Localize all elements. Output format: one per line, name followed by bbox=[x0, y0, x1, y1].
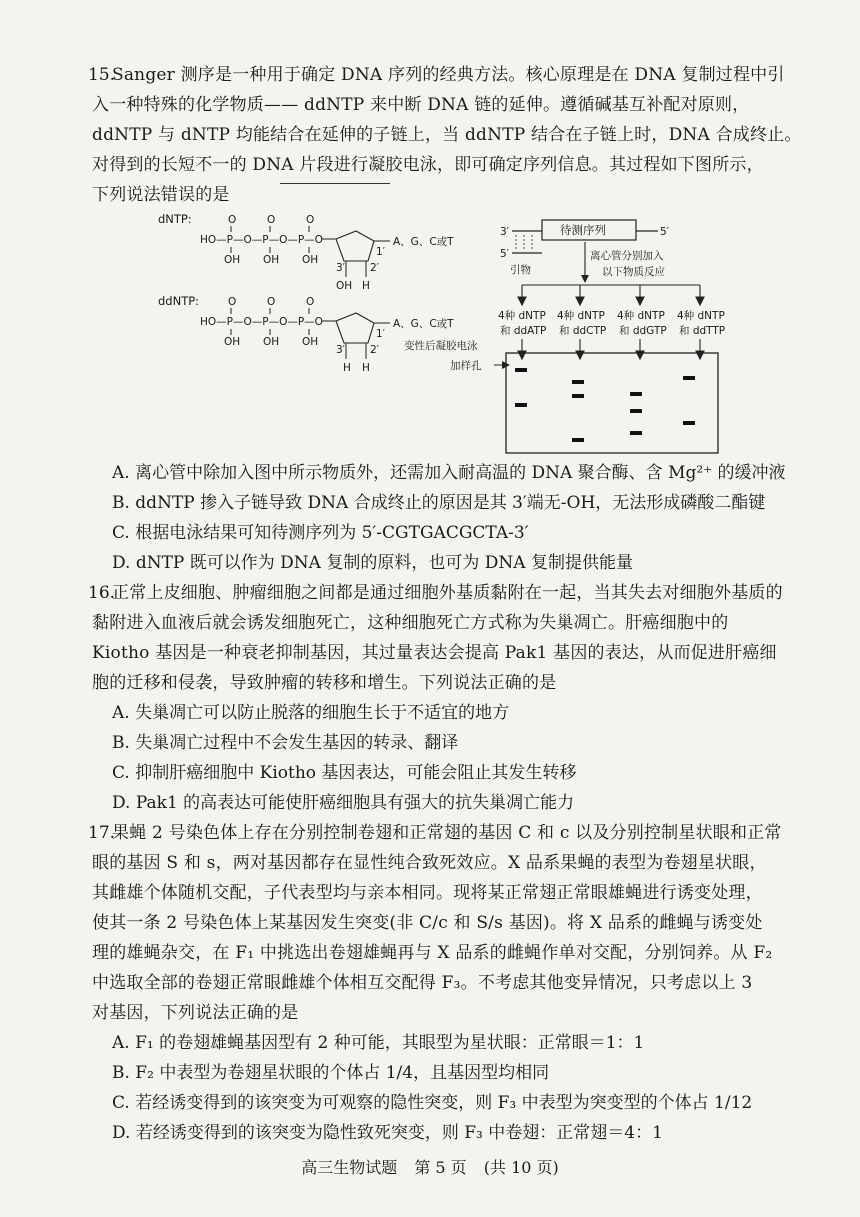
primer-label: 引物 bbox=[510, 264, 531, 276]
q16-option-d: D. Pak1 的高表达可能使肝癌细胞具有强大的抗失巢凋亡能力 bbox=[112, 793, 575, 813]
svg-text:O: O bbox=[306, 214, 315, 226]
svg-text:3′: 3′ bbox=[500, 226, 510, 238]
svg-text:离心管分别加入: 离心管分别加入 bbox=[590, 250, 664, 262]
svg-text:H: H bbox=[343, 362, 351, 374]
svg-text:A、G、C或T: A、G、C或T bbox=[393, 318, 454, 330]
q17-line-2: 眼的基因 S 和 s，两对基因都存在显性纯合致死效应。X 品系果蝇的表型为卷翅星状眼， bbox=[92, 853, 767, 873]
band bbox=[572, 438, 584, 442]
svg-text:4种 dNTP: 4种 dNTP bbox=[557, 310, 605, 322]
gel-box bbox=[506, 353, 718, 453]
q16-option-c: C. 抑制肝癌细胞中 Kiotho 基因表达，可能会阻止其发生转移 bbox=[112, 763, 577, 783]
svg-text:和 ddGTP: 和 ddGTP bbox=[619, 325, 667, 337]
q17-line-5: 理的雄蝇杂交，在 F₁ 中挑选出卷翅雄蝇再与 X 品系的雌蝇作单对交配，分别饲养。从 F₂ bbox=[92, 943, 773, 963]
q16-line-4: 胞的迁移和侵袭，导致肿瘤的转移和增生。下列说法正确的是 bbox=[92, 673, 557, 693]
dntp-structure bbox=[200, 214, 454, 292]
q16-line-3: Kiotho 基因是一种衰老抑制基因，其过量表达会提高 Pak1 基因的表达，从而促进肝癌细 bbox=[92, 643, 777, 663]
svg-text:O: O bbox=[228, 214, 237, 226]
svg-text:2′: 2′ bbox=[370, 262, 380, 274]
footer-page: 第 5 页 bbox=[414, 1158, 467, 1177]
svg-text:HO—P—O—P—O—P—O: HO—P—O—P—O—P—O bbox=[200, 316, 323, 328]
template-strand bbox=[500, 220, 670, 283]
svg-text:O: O bbox=[267, 296, 276, 308]
svg-text:5′: 5′ bbox=[660, 226, 670, 238]
q15-line-3: ddNTP 与 dNTP 均能结合在延伸的子链上，当 ddNTP 结合在子链上时，DNA 合成终止。 bbox=[92, 125, 802, 145]
svg-text:以下物质反应: 以下物质反应 bbox=[602, 266, 665, 278]
svg-text:4种 dNTP: 4种 dNTP bbox=[677, 310, 725, 322]
q17-line-6: 中选取全部的卷翅正常眼雌雄个体相互交配得 F₃。不考虑其他变异情况，只考虑以上 3 bbox=[92, 973, 753, 993]
q17-line-1: 果蝇 2 号染色体上存在分别控制卷翅和正常翅的基因 C 和 c 以及分别控制星状眼和正常 bbox=[112, 823, 782, 843]
svg-text:OH: OH bbox=[224, 336, 241, 348]
gel-label: 变性后凝胶电泳 bbox=[404, 340, 478, 352]
svg-text:4种 dNTP: 4种 dNTP bbox=[498, 310, 546, 322]
q15-line-4: 对得到的长短不一的 DNA 片段进行凝胶电泳，即可确定序列信息。其过程如下图所示， bbox=[92, 155, 764, 175]
svg-text:OH: OH bbox=[224, 254, 241, 266]
q15-option-d: D. dNTP 既可以作为 DNA 复制的原料，也可为 DNA 复制提供能量 bbox=[112, 553, 633, 573]
question-15-number: 15. bbox=[88, 65, 116, 85]
q16-option-b: B. 失巢凋亡过程中不会发生基因的转录、翻译 bbox=[112, 733, 459, 753]
q16-line-1: 正常上皮细胞、肿瘤细胞之间都是通过细胞外基质黏附在一起，当其失去对细胞外基质的 bbox=[112, 583, 783, 603]
q15-line-2: 入一种特殊的化学物质—— ddNTP 来中断 DNA 链的延伸。遵循碱基互补配对原则， bbox=[92, 95, 750, 115]
q17-option-d: D. 若经诱变得到的该突变为隐性致死突变，则 F₃ 中卷翅：正常翅＝4：1 bbox=[112, 1123, 663, 1143]
svg-text:H: H bbox=[362, 362, 370, 374]
q17-line-4: 使其一条 2 号染色体上某基因发生突变(非 C/c 和 S/s 基因)。将 X 品系的雌蝇与诱变处 bbox=[92, 913, 763, 933]
ddntp-label: ddNTP: bbox=[158, 294, 200, 308]
footer-title: 高三生物试题 bbox=[301, 1158, 398, 1177]
tube-labels bbox=[498, 309, 725, 337]
svg-text:HO—P—O—P—O—P—O: HO—P—O—P—O—P—O bbox=[200, 234, 323, 246]
pen-underline bbox=[280, 183, 390, 184]
q17-line-7: 对基因，下列说法正确的是 bbox=[92, 1003, 299, 1023]
ddntp-structure bbox=[200, 296, 454, 374]
band bbox=[683, 376, 695, 380]
q15-option-a: A. 离心管中除加入图中所示物质外，还需加入耐高温的 DNA 聚合酶、含 Mg²⁺ 的缓冲液 bbox=[112, 463, 786, 483]
q15-option-b: B. ddNTP 掺入子链导致 DNA 合成终止的原因是其 3′端无-OH，无法形成磷酸二酯键 bbox=[112, 493, 766, 513]
svg-text:OH: OH bbox=[263, 336, 280, 348]
sanger-diagram bbox=[150, 205, 770, 455]
svg-text:O: O bbox=[267, 214, 276, 226]
q16-line-2: 黏附进入血液后就会诱发细胞死亡，这种细胞死亡方式称为失巢凋亡。肝癌细胞中的 bbox=[92, 613, 729, 633]
svg-text:OH: OH bbox=[336, 280, 353, 292]
band bbox=[572, 394, 584, 398]
band bbox=[683, 421, 695, 425]
svg-text:5′: 5′ bbox=[500, 248, 510, 260]
svg-text:O: O bbox=[306, 296, 315, 308]
svg-text:OH: OH bbox=[302, 336, 319, 348]
svg-text:3′: 3′ bbox=[336, 344, 346, 356]
q17-option-c: C. 若经诱变得到的该突变为可观察的隐性突变，则 F₃ 中表型为突变型的个体占 1/12 bbox=[112, 1093, 753, 1113]
svg-text:待测序列: 待测序列 bbox=[560, 223, 606, 237]
page-footer bbox=[0, 1155, 860, 1178]
q17-line-3: 其雌雄个体随机交配，子代表型均与亲本相同。现将某正常翅正常眼雄蝇进行诱变处理， bbox=[92, 883, 763, 903]
dntp-label: dNTP: bbox=[158, 212, 192, 226]
svg-text:A、G、C或T: A、G、C或T bbox=[393, 236, 454, 248]
gel-bands bbox=[515, 368, 695, 442]
q15-option-c: C. 根据电泳结果可知待测序列为 5′-CGTGACGCTA-3′ bbox=[112, 523, 529, 543]
band bbox=[630, 431, 642, 435]
svg-text:OH: OH bbox=[263, 254, 280, 266]
band bbox=[630, 409, 642, 413]
svg-text:和 ddTTP: 和 ddTTP bbox=[679, 325, 726, 337]
question-16-number: 16. bbox=[88, 583, 116, 603]
tube-branches bbox=[518, 285, 704, 305]
footer-total: (共 10 页) bbox=[483, 1158, 559, 1177]
svg-text:OH: OH bbox=[302, 254, 319, 266]
q17-option-a: A. F₁ 的卷翅雄蝇基因型有 2 种可能，其眼型为星状眼：正常眼＝1：1 bbox=[112, 1033, 645, 1053]
well-label: 加样孔 bbox=[450, 360, 482, 372]
svg-text:4种 dNTP: 4种 dNTP bbox=[617, 310, 665, 322]
svg-text:1′: 1′ bbox=[376, 246, 386, 258]
svg-text:3′: 3′ bbox=[336, 262, 346, 274]
svg-text:和 ddATP: 和 ddATP bbox=[500, 325, 547, 337]
svg-text:2′: 2′ bbox=[370, 344, 380, 356]
band bbox=[572, 380, 584, 384]
svg-text:1′: 1′ bbox=[376, 328, 386, 340]
band bbox=[630, 392, 642, 396]
question-17-number: 17. bbox=[88, 823, 116, 843]
q15-line-5: 下列说法错误的是 bbox=[92, 185, 230, 205]
q16-option-a: A. 失巢凋亡可以防止脱落的细胞生长于不适宜的地方 bbox=[112, 703, 510, 723]
svg-text:H: H bbox=[362, 280, 370, 292]
gel-arrows bbox=[518, 339, 704, 359]
band bbox=[515, 403, 527, 407]
svg-text:O: O bbox=[228, 296, 237, 308]
q17-option-b: B. F₂ 中表型为卷翅星状眼的个体占 1/4，且基因型均相同 bbox=[112, 1063, 550, 1083]
q15-line-1: Sanger 测序是一种用于确定 DNA 序列的经典方法。核心原理是在 DNA 复制过程中引 bbox=[112, 65, 785, 85]
band bbox=[515, 368, 527, 372]
svg-text:和 ddCTP: 和 ddCTP bbox=[559, 325, 607, 337]
